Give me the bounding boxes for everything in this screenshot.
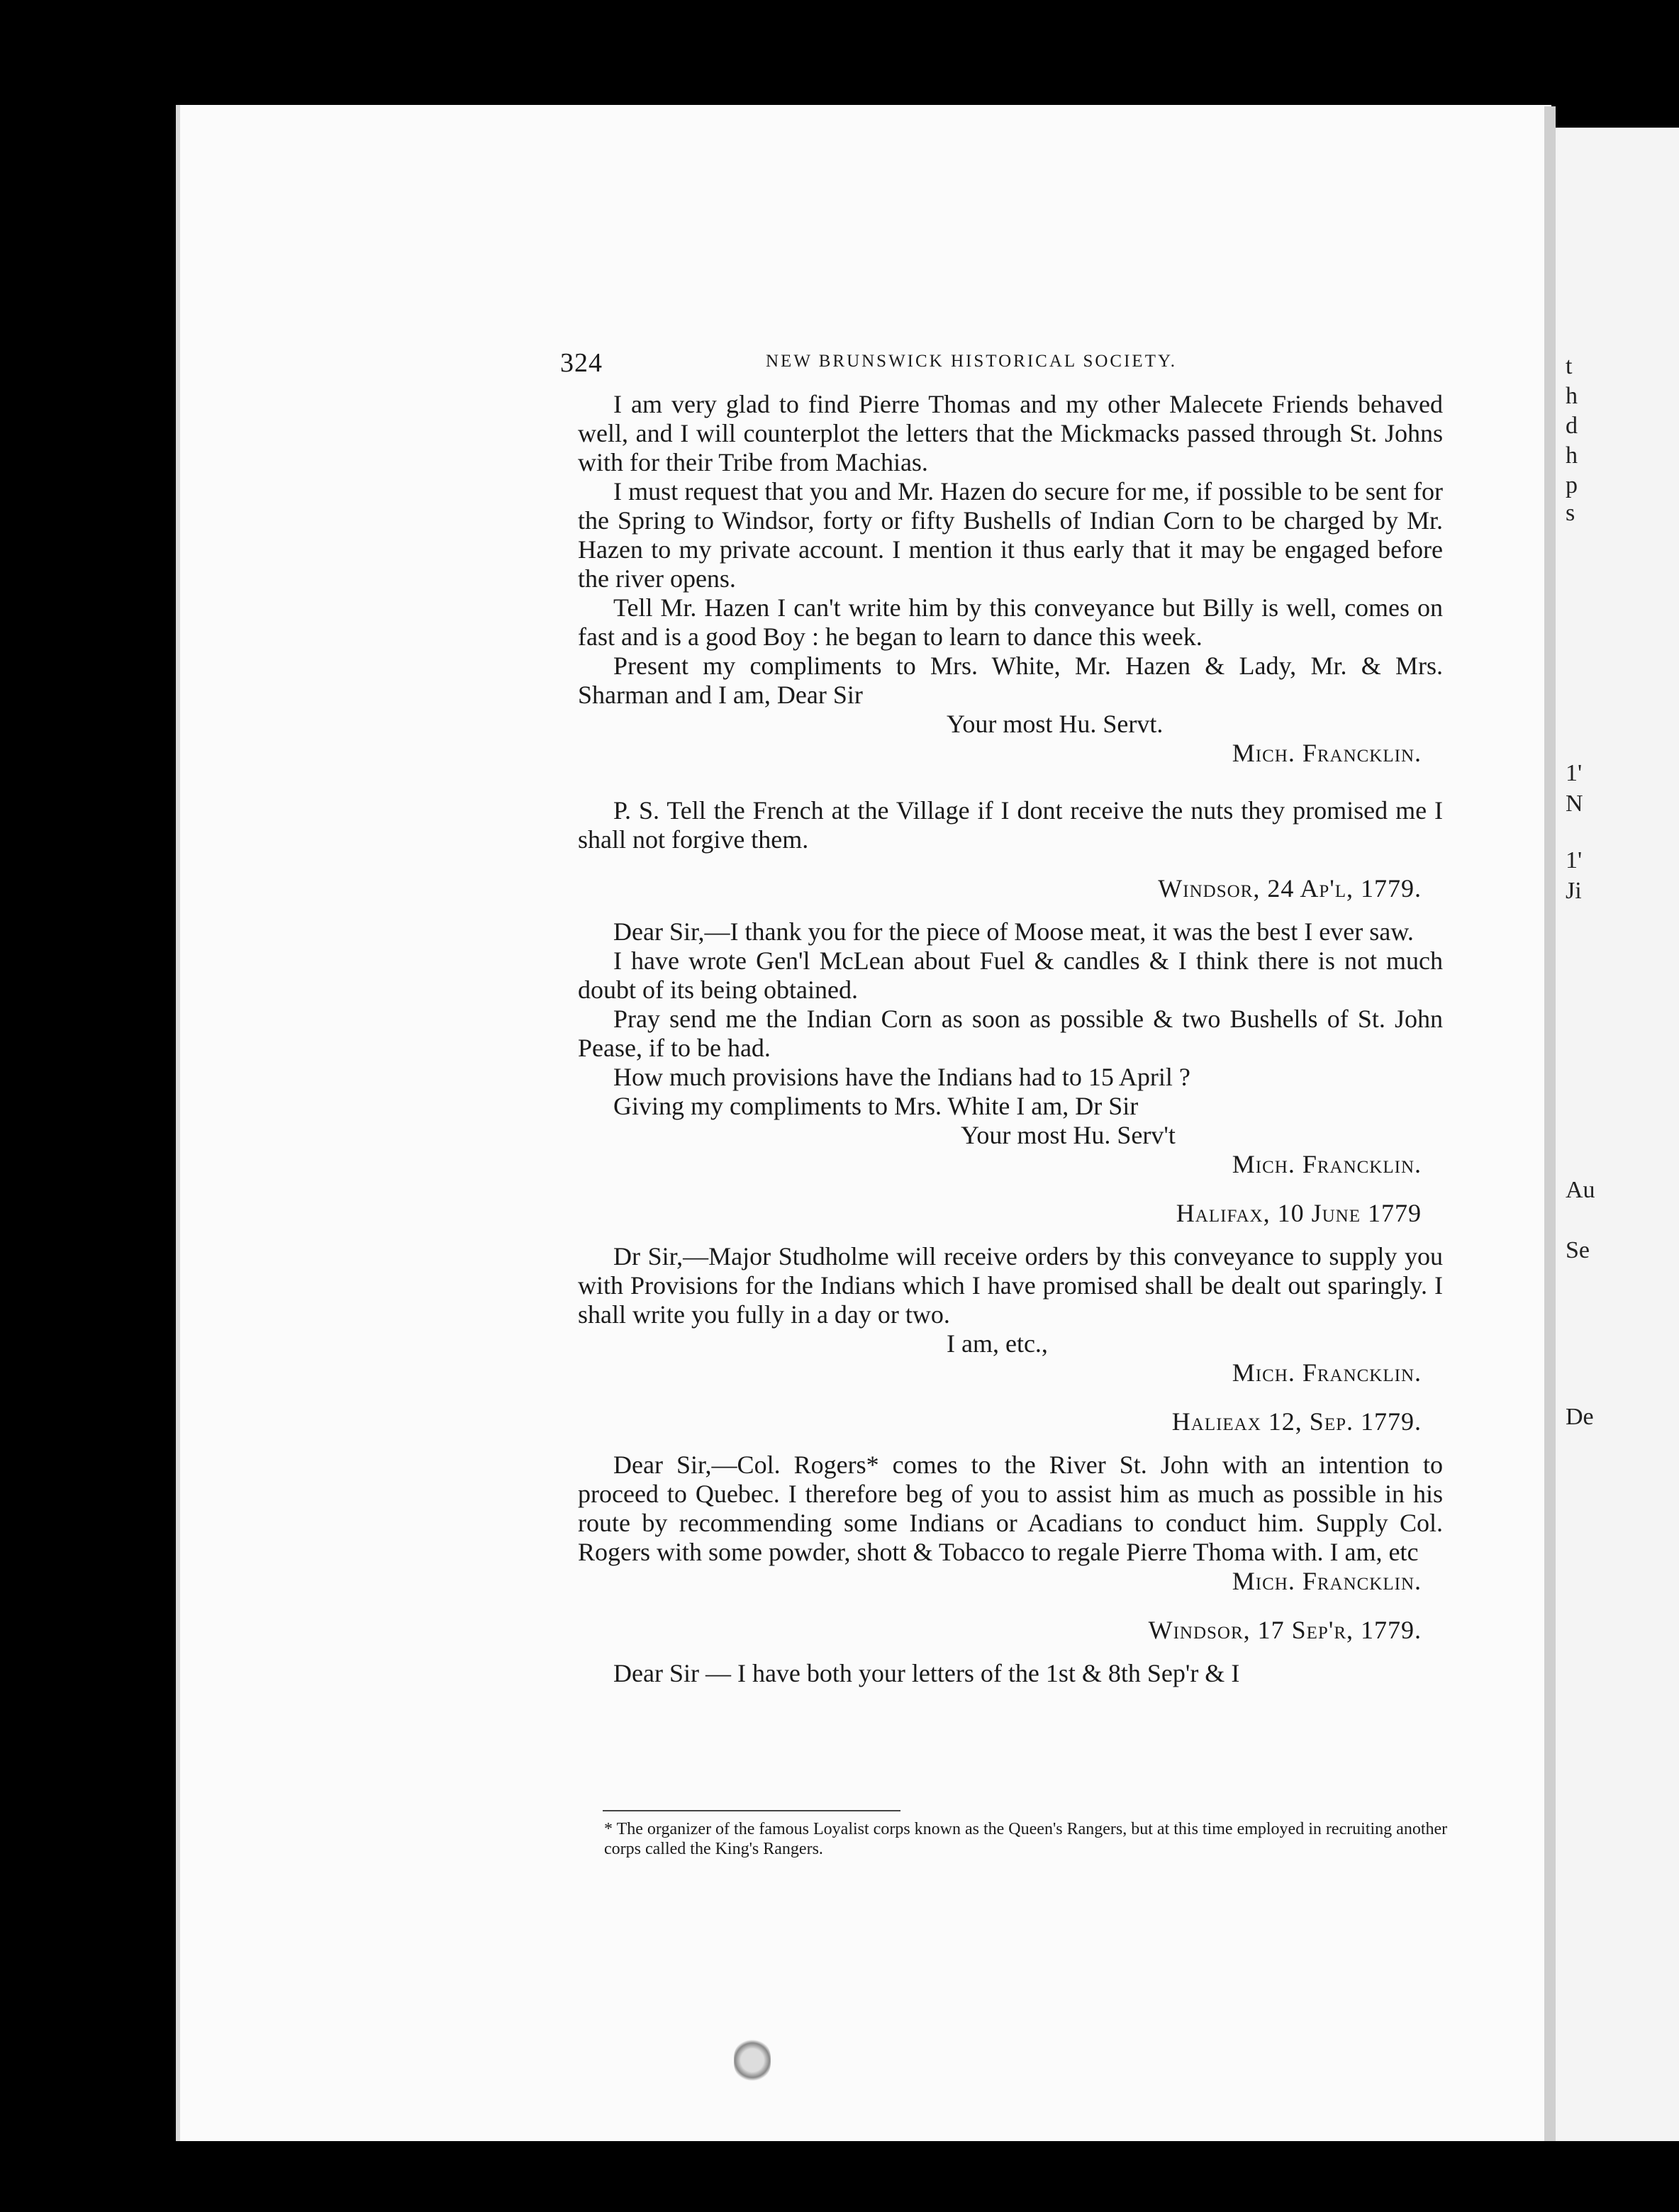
fragment: 1' <box>1566 760 1583 786</box>
page-number: 324 <box>560 348 603 378</box>
fragment: N <box>1566 791 1583 817</box>
dateline: Halieax 12, Sep. 1779. <box>1171 1407 1422 1436</box>
paragraph: Tell Mr. Hazen I can't write him by this conveyance but Billy is well, comes on fast and is a good Boy : he began to learn to dance this week. <box>578 593 1443 651</box>
running-title: NEW BRUNSWICK HISTORICAL SOCIETY. <box>766 352 1178 371</box>
fragment: De <box>1566 1404 1594 1430</box>
footnote-rule <box>603 1810 900 1811</box>
fragment: Ji <box>1566 878 1582 904</box>
paragraph: Pray send me the Indian Corn as soon as possible & two Bushells of St. John Pease, if to be had. <box>578 1005 1443 1062</box>
page-smudge <box>734 2038 771 2082</box>
paragraph: I must request that you and Mr. Hazen do secure for me, if possible to be sent for the Spring to Windsor, forty or fifty Bushells of Indian Corn to be charged by Mr. Hazen to my private account. I mention it thus early that it may be engaged before the river opens. <box>578 477 1443 593</box>
fragment: h <box>1566 383 1578 409</box>
fragment: Au <box>1566 1177 1595 1203</box>
paragraph: How much provisions have the Indians had to 15 April ? <box>613 1063 1190 1091</box>
dateline: Halifax, 10 June 1779 <box>1176 1199 1422 1227</box>
page-edge <box>1544 106 1556 2141</box>
fragment: 1' <box>1566 847 1583 873</box>
fragment: h <box>1566 442 1578 469</box>
paragraph: Dear Sir,—Col. Rogers* comes to the River St. John with an intention to proceed to Quebec. I therefore beg of you to assist him as much as possible in his route by recommending some Indians or Acadians to conduct him. Supply Col. Rogers with some powder, shott & Tobacco to regale Pierre Thoma with. I am, etc <box>578 1451 1443 1566</box>
signature: Mich. Francklin. <box>1232 1358 1422 1387</box>
closing: Your most Hu. Serv't <box>961 1121 1176 1149</box>
closing: I am, etc., <box>947 1329 1048 1358</box>
dateline: Windsor, 24 Ap'l, 1779. <box>1158 874 1422 903</box>
signature: Mich. Francklin. <box>1232 1567 1422 1595</box>
paragraph: Dr Sir,—Major Studholme will receive orders by this conveyance to supply you with Provisions for the Indians which I have promised shall be dealt out sparingly. I shall write you fully in a day or two. <box>578 1242 1443 1329</box>
paragraph: Giving my compliments to Mrs. White I am, Dr Sir <box>613 1092 1139 1120</box>
signature: Mich. Francklin. <box>1232 739 1422 767</box>
paragraph: Dear Sir,—I thank you for the piece of Moose meat, it was the best I ever saw. <box>613 917 1414 946</box>
fragment: d <box>1566 413 1578 439</box>
dateline: Windsor, 17 Sep'r, 1779. <box>1148 1616 1422 1644</box>
fragment: t <box>1566 353 1573 379</box>
paragraph: Present my compliments to Mrs. White, Mr. Hazen & Lady, Mr. & Mrs. Sharman and I am, Dear Sir <box>578 652 1443 709</box>
postscript: P. S. Tell the French at the Village if I dont receive the nuts they promised me I shall not forgive them. <box>578 796 1443 854</box>
body-text <box>578 390 1443 1688</box>
adjacent-page <box>1556 128 1679 2141</box>
fragment: s <box>1566 500 1575 526</box>
fragment: Se <box>1566 1237 1590 1263</box>
paragraph: I am very glad to find Pierre Thomas and my other Malecete Friends behaved well, and I will counterplot the letters that the Mickmacks passed through St. Johns with for their Tribe from Machias. <box>578 390 1443 476</box>
closing: Your most Hu. Servt. <box>947 710 1164 738</box>
paragraph: I have wrote Gen'l McLean about Fuel & candles & I think there is not much doubt of its being obtained. <box>578 946 1443 1004</box>
paragraph: Dear Sir — I have both your letters of the 1st & 8th Sep'r & I <box>613 1659 1240 1687</box>
fragment: p <box>1566 472 1578 498</box>
signature: Mich. Francklin. <box>1232 1150 1422 1178</box>
footnote: * The organizer of the famous Loyalist corps known as the Queen's Rangers, but at this time employed in recruiting another corps called the King's Rangers. <box>604 1820 1448 1858</box>
